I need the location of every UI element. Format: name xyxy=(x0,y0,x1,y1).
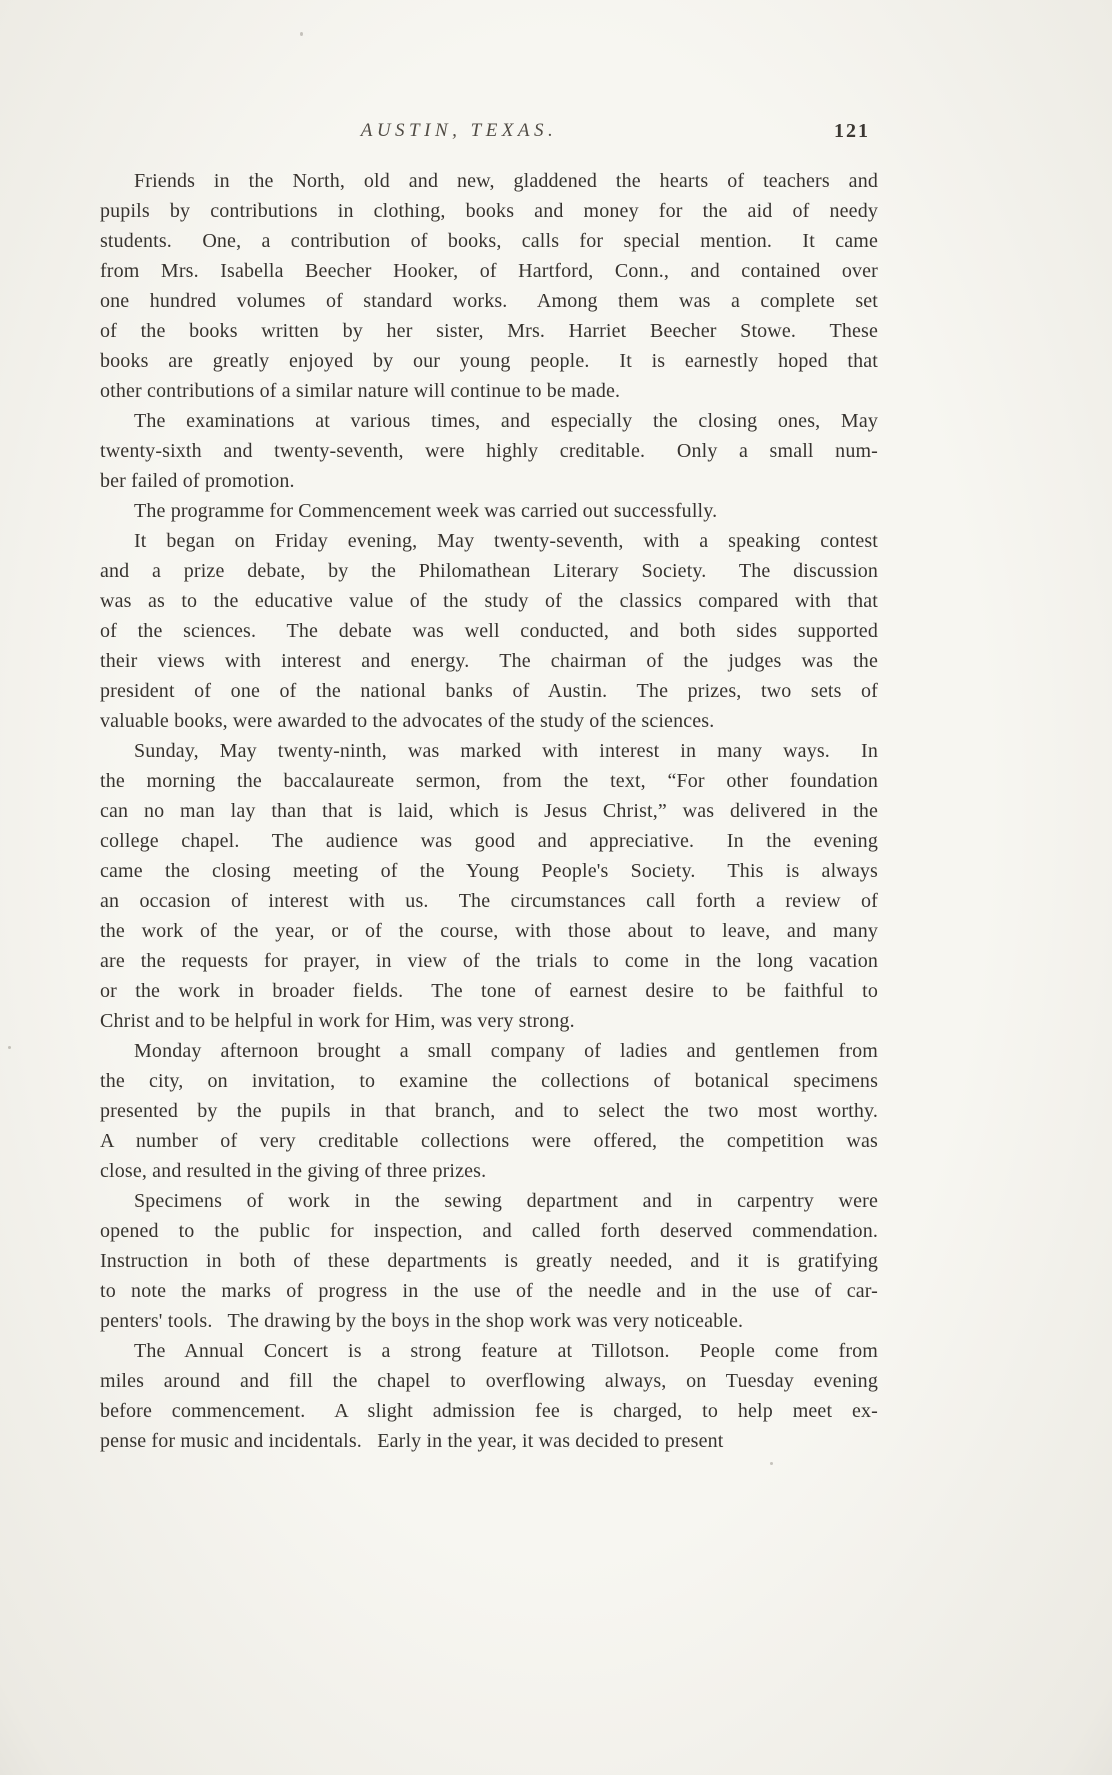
text-line: twenty-sixth and twenty-seventh, were highly creditable. Only a small num- xyxy=(100,440,878,462)
text-line: the morning the baccalaureate sermon, from the text, “For other foundation xyxy=(100,770,878,792)
text-line: ber failed of promotion. xyxy=(100,470,295,492)
text-line: president of one of the national banks of Austin. The prizes, two sets of xyxy=(100,680,878,702)
scan-artifact xyxy=(8,1046,11,1049)
text-line: Monday afternoon brought a small company of ladies and gentlemen from xyxy=(134,1040,878,1062)
text-line: A number of very creditable collections were offered, the competition was xyxy=(100,1130,878,1152)
text-line: pupils by contributions in clothing, books and money for the aid of needy xyxy=(100,200,878,222)
text-line: one hundred volumes of standard works. Among them was a complete set xyxy=(100,290,878,312)
text-line: the city, on invitation, to examine the collections of botanical specimens xyxy=(100,1070,878,1092)
text-line: to note the marks of progress in the use of the needle and in the use of car- xyxy=(100,1280,878,1302)
text-line: of the sciences. The debate was well conducted, and both sides supported xyxy=(100,620,878,642)
text-line: can no man lay than that is laid, which is Jesus Christ,” was delivered in the xyxy=(100,800,878,822)
scan-artifact xyxy=(770,1462,773,1465)
text-line: presented by the pupils in that branch, and to select the two most worthy. xyxy=(100,1100,878,1122)
text-line: from Mrs. Isabella Beecher Hooker, of Hartford, Conn., and contained over xyxy=(100,260,878,282)
text-line: students. One, a contribution of books, calls for special mention. It came xyxy=(100,230,878,252)
text-line: an occasion of interest with us. The circumstances call forth a review of xyxy=(100,890,878,912)
text-line: The Annual Concert is a strong feature at Tillotson. People come from xyxy=(134,1340,878,1362)
paragraph xyxy=(100,496,878,526)
text-line: other contributions of a similar nature will continue to be made. xyxy=(100,380,621,402)
text-line: pense for music and incidentals. Early in the year, it was decided to present xyxy=(100,1430,724,1452)
text-line: Christ and to be helpful in work for Him, was very strong. xyxy=(100,1010,575,1032)
text-line: books are greatly enjoyed by our young people. It is earnestly hoped that xyxy=(100,350,878,372)
text-line: The examinations at various times, and especially the closing ones, May xyxy=(134,410,878,432)
text-line: came the closing meeting of the Young People's Society. This is always xyxy=(100,860,878,882)
text-line: The programme for Commencement week was carried out successfully. xyxy=(134,500,718,522)
paragraph xyxy=(100,736,878,1036)
text-line: the work of the year, or of the course, with those about to leave, and many xyxy=(100,920,878,942)
text-line: Specimens of work in the sewing department and in carpentry were xyxy=(134,1190,878,1212)
page-number: 121 xyxy=(834,120,870,142)
text-line: Sunday, May twenty-ninth, was marked with interest in many ways. In xyxy=(134,740,878,762)
text-line: of the books written by her sister, Mrs. Harriet Beecher Stowe. These xyxy=(100,320,878,342)
text-line: was as to the educative value of the study of the classics compared with that xyxy=(100,590,878,612)
text-line: Friends in the North, old and new, gladdened the hearts of teachers and xyxy=(134,170,878,192)
text-line: opened to the public for inspection, and called forth deserved commendation. xyxy=(100,1220,878,1242)
page-body xyxy=(100,166,878,1456)
paragraph xyxy=(100,406,878,496)
text-line: and a prize debate, by the Philomathean Literary Society. The discussion xyxy=(100,560,878,582)
paragraph xyxy=(100,1036,878,1186)
paragraph xyxy=(100,1186,878,1336)
page-header-title: AUSTIN, TEXAS. xyxy=(360,120,558,141)
text-line: are the requests for prayer, in view of the trials to come in the long vacation xyxy=(100,950,878,972)
text-line: penters' tools. The drawing by the boys in the shop work was very noticeable. xyxy=(100,1310,744,1332)
paragraph xyxy=(100,1336,878,1456)
running-head xyxy=(100,120,878,150)
text-line: Instruction in both of these departments is greatly needed, and it is gratifying xyxy=(100,1250,878,1272)
paragraph xyxy=(100,166,878,406)
text-line: their views with interest and energy. The chairman of the judges was the xyxy=(100,650,878,672)
text-line: college chapel. The audience was good and appreciative. In the evening xyxy=(100,830,878,852)
text-line: close, and resulted in the giving of three prizes. xyxy=(100,1160,487,1182)
paragraph xyxy=(100,526,878,736)
text-line: or the work in broader fields. The tone of earnest desire to be faithful to xyxy=(100,980,878,1002)
text-line: miles around and fill the chapel to overflowing always, on Tuesday evening xyxy=(100,1370,878,1392)
scan-artifact xyxy=(300,32,303,36)
text-line: valuable books, were awarded to the advocates of the study of the sciences. xyxy=(100,710,715,732)
text-line: It began on Friday evening, May twenty-seventh, with a speaking contest xyxy=(134,530,878,552)
text-line: before commencement. A slight admission fee is charged, to help meet ex- xyxy=(100,1400,878,1422)
